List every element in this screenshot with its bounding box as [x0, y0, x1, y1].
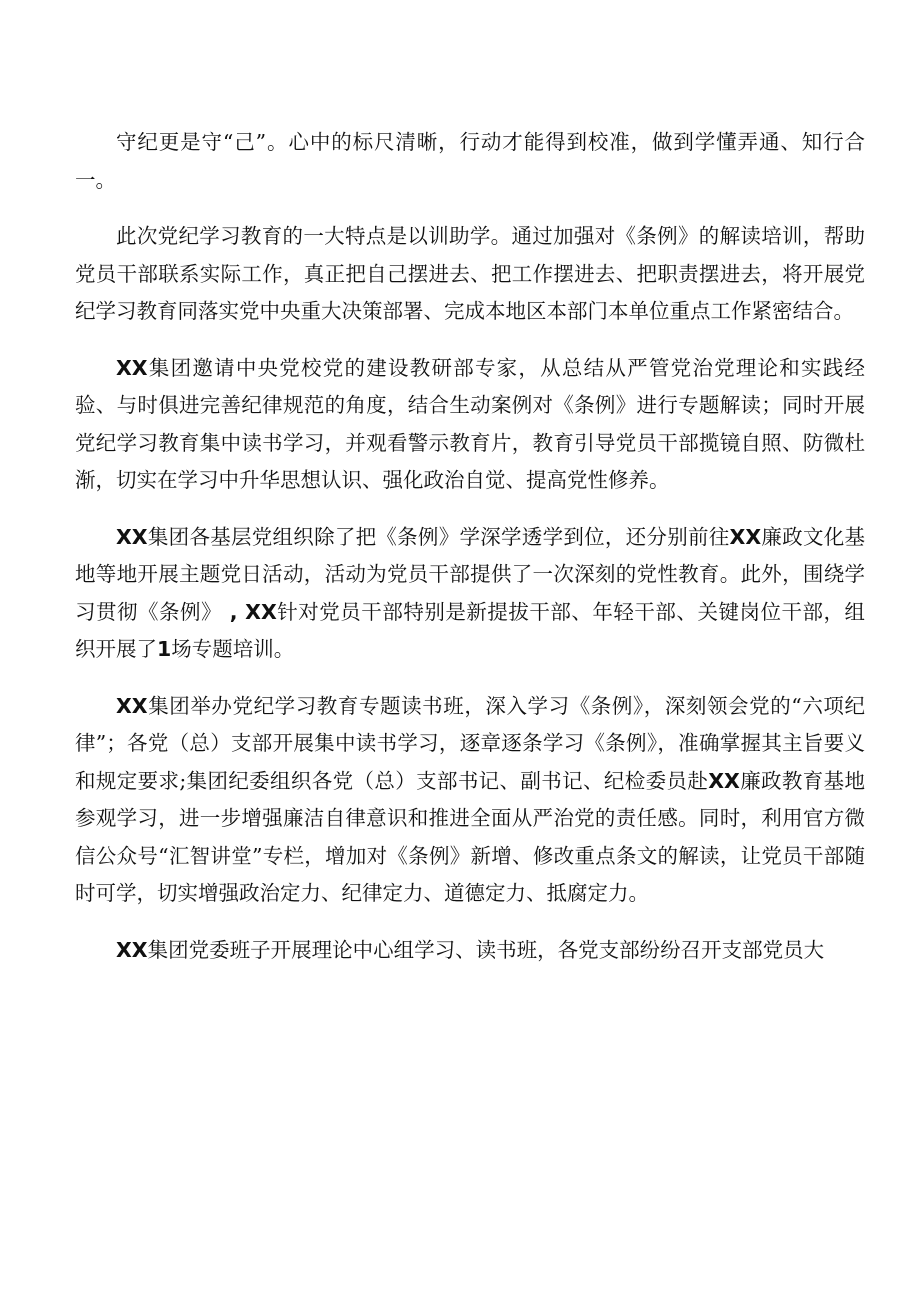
paragraph-6	[75, 932, 865, 970]
paragraph-4-text-4: 场专题培训。	[171, 637, 295, 661]
paragraph-4-bold-2: XX	[729, 524, 762, 549]
paragraph-6-text: 集团党委班子开展理论中心组学习、读书班，各党支部纷纷召开支部党员大	[147, 937, 825, 962]
paragraph-4-bold-4: 1	[157, 637, 172, 661]
paragraph-5	[75, 688, 865, 913]
paragraph-6-bold-prefix: XX	[116, 937, 148, 962]
paragraph-5-text-1: 集团举办党纪学习教育专题读书班，深入学习《条例》，深刻领会党的“六项纪律”；各党（总）支部开展集中读书学习，逐章逐条学习《条例》，准确掌握其主旨要义和规定要求;集团纪委组织各党（总）支部书记、副书记、纪检委员赴	[75, 693, 865, 793]
paragraph-4-bold-1: XX	[116, 524, 148, 549]
paragraph-4-bold-3: , XX	[222, 599, 277, 624]
paragraph-3	[75, 350, 865, 500]
paragraph-5-text-2: 廉政教育基地参观学习，进一步增强廉洁自律意识和推进全面从严治党的责任感。同时，利用官方微信公众号“汇智讲堂”专栏，增加对《条例》新增、修改重点条文的解读，让党员干部随时可学，切实增强政治定力、纪律定力、道德定力、抵腐定力。	[75, 768, 866, 905]
paragraph-2-text: 此次党纪学习教育的一大特点是以训助学。通过加强对《条例》的解读培训，帮助党员干部联系实际工作，真正把自己摆进去、把工作摆进去、把职责摆进去，将开展党纪学习教育同落实党中央重大决策部署、完成本地区本部门本单位重点工作紧密结合。	[75, 224, 865, 323]
paragraph-4-text-3: 针对党员干部特别是新提拔干部、年轻干部、关键岗位干部，组织开展了	[75, 599, 866, 661]
paragraph-3-text: 集团邀请中央党校党的建设教研部专家，从总结从严管党治党理论和实践经验、与时俱进完善纪律规范的角度，结合生动案例对《条例》进行专题解读；同时开展党纪学习教育集中读书学习，并观看警示教育片，教育引导党员干部揽镜自照、防微杜渐，切实在学习中升华思想认识、强化政治自觉、提高党性修养。	[75, 355, 865, 492]
paragraph-2	[75, 218, 865, 331]
paragraph-1	[75, 124, 865, 199]
paragraph-4	[75, 519, 865, 669]
paragraph-4-text-1: 集团各基层党组织除了把《条例》学深学透学到位，还分别前往	[147, 524, 730, 549]
paragraph-3-bold-prefix: XX	[116, 355, 148, 380]
document-body	[75, 124, 865, 988]
paragraph-5-bold-2: XX	[708, 768, 740, 793]
paragraph-4-text-2: 廉政文化基地等地开展主题党日活动，活动为党员干部提供了一次深刻的党性教育。此外，围绕学习贯彻《条例》	[75, 524, 866, 624]
paragraph-5-bold-1: XX	[116, 693, 148, 718]
paragraph-1-text: 守纪更是守“己”。心中的标尺清晰，行动才能得到校准，做到学懂弄通、知行合一。	[75, 130, 865, 192]
